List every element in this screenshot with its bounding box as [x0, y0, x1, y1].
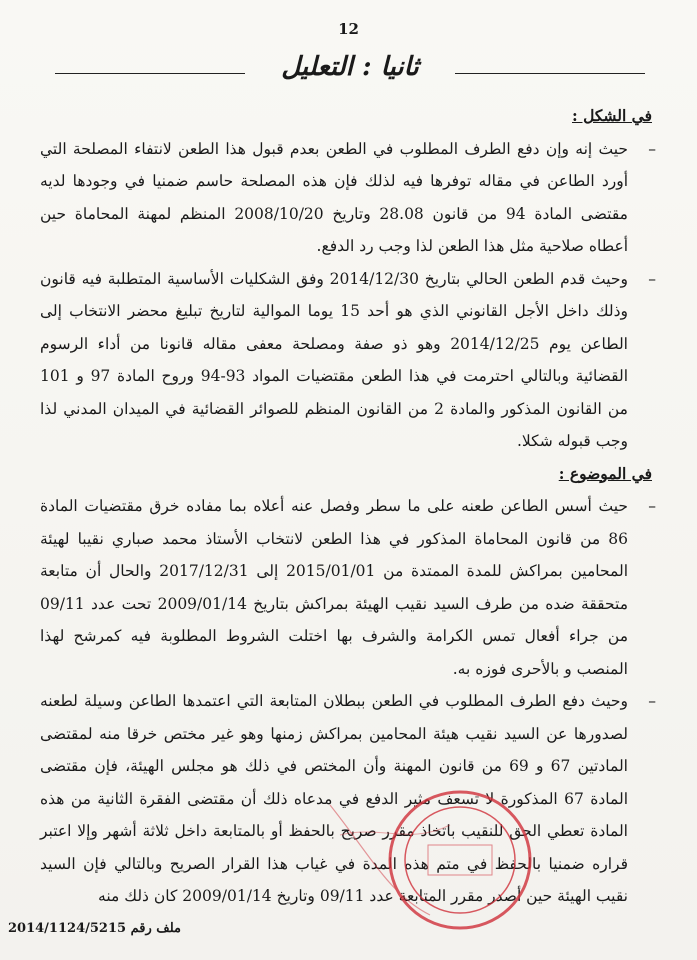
bullet-dash: – — [648, 692, 656, 710]
stamp-center-box — [428, 845, 492, 875]
paragraph — [40, 490, 660, 685]
paragraph-text: حيث إنه وإن دفع الطرف المطلوب في الطعن بعدم قبول هذا الطعن لانتفاء المصلحة التي أورد الطاعن في مقاله توفرها فيه لذلك فإن هذه المصلحة حاسم ضمنيا في وجودها لديه مقتضى المادة 94 من قانون 28.08 وتاريخ 2008/10/20 المنظم لمهنة المحاماة حين أعطاه صلاحية مثل هذا الطعن لذا وجب رد الدفع. — [40, 139, 628, 255]
section-title-row — [55, 50, 645, 90]
bullet-dash: – — [648, 497, 656, 515]
stamp-signature-stroke — [330, 805, 430, 915]
paragraph — [40, 133, 660, 263]
paragraph-text: حيث أسس الطاعن طعنه على ما سطر وفصل عنه أعلاه بما مفاده خرق مقتضيات المادة 86 من قانون المحاماة المذكور في هذا الطعن لانتخاب الأستاذ محمد صباري نقيبا لهيئة المحامين بمراكش للمدة الممتدة من 2015/01/01 إلى 2017/12/31 والحال أن متابعة متحققة ضده من طرف السيد نقيب الهيئة بمراكش بتاريخ 2009/01/14 تحت عدد 09/11 من جراء أفعال تمس الكرامة والشرف بها اختلت الشروط المطلوبة فيه كمرشح لهذا المنصب و بالأحرى فوزه به. — [40, 497, 628, 678]
page-number: 12 — [338, 20, 359, 38]
stamp-inner-ring — [405, 807, 515, 913]
title-rule-left — [55, 73, 245, 74]
bullet-dash: – — [648, 139, 656, 158]
section-title: ثانيا : التعليل — [281, 52, 419, 82]
section-heading-form: في الشكل : — [572, 106, 652, 125]
paragraph-text: وحيث قدم الطعن الحالي بتاريخ 2014/12/30 وفق الشكليات الأساسية المتطلبة فيه قانون وذلك داخل الأجل القانوني الذي هو أحد 15 يوما الموالية لتاريخ تبليغ محضر الانتخاب إلى الطاعن يوم 2014/12/25 وهو ذو صفة ومصلحة معفى مقاله قانونا من أداء الرسوم القضائية وبالتالي احترمت في هذا الطعن مقتضيات المواد 93-94 وروح المادة 97 و 101 من القانون المذكور والمادة 2 من القانون المنظم للصوائر القضائية في الميدان المدني لذا وجب قبوله شكلا. — [40, 269, 628, 450]
paragraph-text: وحيث دفع الطرف المطلوب في الطعن ببطلان المتابعة التي اعتمدها الطاعن وسيلة لطعنه لصدورها عن السيد نقيب هيئة المحامين بمراكش زمنها وهو غير مختص خرقا منه لمقتضى المادتين 67 و 69 من قانون المهنة وأن المختص في ذلك هو مجلس الهيئة، فإن مقتضى المادة 67 المذكورة لا تسعف مثير الدفع في مدعاه ذلك أن مقتضى الفقرة الثانية من هذه المادة تعطي الحق للنقيب باتخاذ مقرر صريح بالحفظ أو بالمتابعة داخل ثلاثة أشهر وإلا اعتبر قراره ضمنيا بالحفظ في متم هذه المدة في غياب هذا القرار الصريح وبالتالي فإن السيد نقيب الهيئة حين أصدر مقرر المتابعة عدد 09/11 وتاريخ 2009/01/14 كان ذلك منه — [40, 692, 628, 905]
official-stamp — [310, 765, 540, 935]
paragraph — [40, 263, 660, 458]
file-reference: ملف رقم 2014/1124/5215 — [8, 921, 181, 936]
stamp-signature-stroke — [340, 825, 450, 835]
section-heading-substance: في الموضوع : — [558, 463, 652, 483]
title-rule-right — [455, 73, 645, 74]
stamp-outer-ring — [390, 792, 530, 928]
bullet-dash: – — [648, 269, 656, 288]
